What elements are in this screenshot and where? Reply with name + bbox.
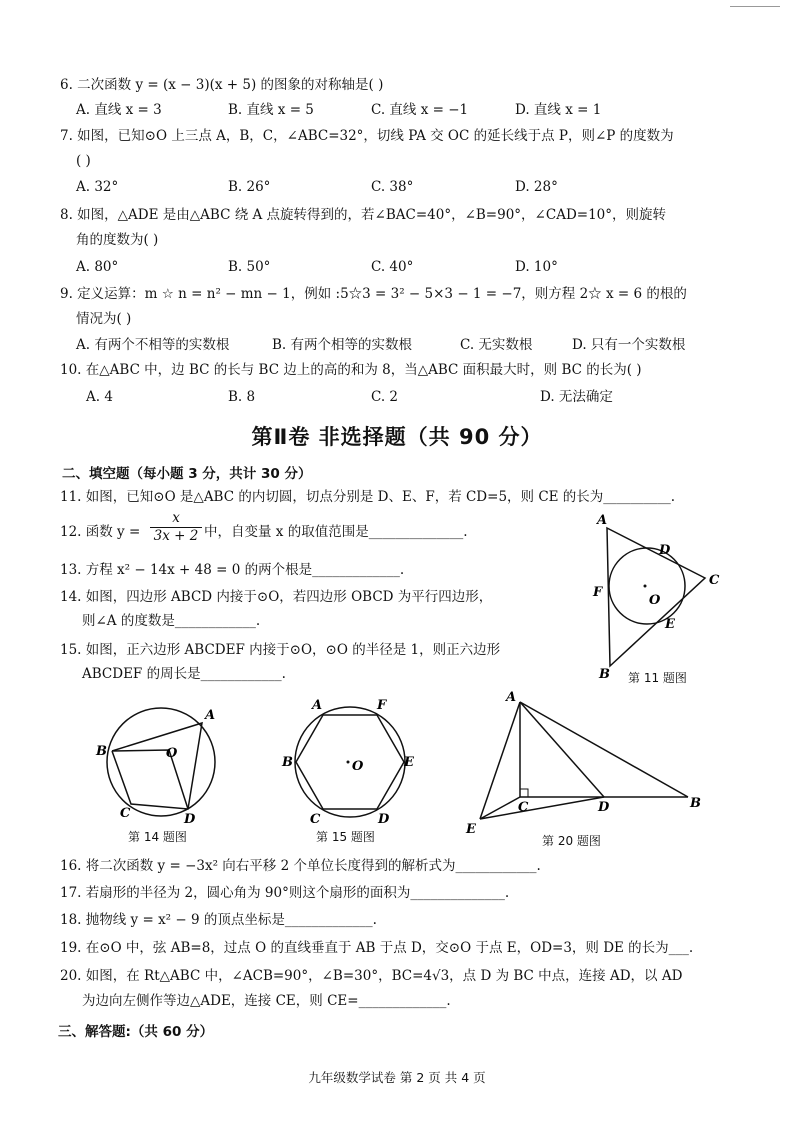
fig20-label-a: A xyxy=(506,690,517,705)
question-15-line1: 15. 如图，正六边形 ABCDEF 内接于⊙O，⊙O 的半径是 1，则正六边形 xyxy=(60,642,501,658)
q9-option-c: C. 无实数根 xyxy=(460,337,533,353)
fig14-caption: 第 14 题图 xyxy=(128,830,187,844)
question-20-line2: 为边向左侧作等边△ADE，连接 CE，则 CE=_____________. xyxy=(82,993,451,1009)
question-8: 8. 如图，△ADE 是由△ABC 绕 A 点旋转得到的，若∠BAC=40°，∠B=90°，∠CAD=10°，则旋转 xyxy=(60,207,667,223)
question-13: 13. 方程 x² − 14x + 48 = 0 的两个根是_____________. xyxy=(60,562,405,578)
fig20-label-b: B xyxy=(690,796,701,811)
question-10: 10. 在△ABC 中，边 BC 的长与 BC 边上的高的和为 8，当△ABC 面积最大时，则 BC 的长为( ) xyxy=(60,362,642,378)
question-7-cont: ( ) xyxy=(76,153,91,169)
fig15-label-a: A xyxy=(312,698,323,713)
q12-fraction xyxy=(150,510,202,545)
q7-option-c: C. 38° xyxy=(371,179,414,195)
fig11-label-d: D xyxy=(659,543,671,558)
fig20-label-d: D xyxy=(598,800,610,815)
fig20-ad xyxy=(520,702,604,797)
fig14-label-c: C xyxy=(120,806,131,821)
fig20-ae xyxy=(480,702,520,819)
question-15-line2: ABCDEF 的周长是____________. xyxy=(82,666,286,682)
scan-mark xyxy=(730,6,780,7)
figure-11 xyxy=(585,508,725,683)
question-7: 7. 如图，已知⊙O 上三点 A，B，C，∠ABC=32°，切线 PA 交 OC 的延长线于点 P，则∠P 的度数为 xyxy=(60,128,674,144)
fig11-label-f: F xyxy=(593,585,603,600)
fig20-caption: 第 20 题图 xyxy=(542,834,601,848)
figure-20 xyxy=(458,685,718,840)
fig14-label-a: A xyxy=(205,708,216,723)
q6-option-d: D. 直线 x = 1 xyxy=(515,102,602,118)
question-6: 6. 二次函数 y = (x − 3)(x + 5) 的图象的对称轴是( ) xyxy=(60,77,384,93)
question-16: 16. 将二次函数 y = −3x² 向右平移 2 个单位长度得到的解析式为____________. xyxy=(60,858,541,874)
q10-option-b: B. 8 xyxy=(228,389,256,405)
fig20-ab xyxy=(520,702,688,797)
question-8-cont: 角的度数为( ) xyxy=(76,232,159,248)
q7-option-a: A. 32° xyxy=(76,179,119,195)
fig15-circle xyxy=(295,707,405,817)
fig15-label-c: C xyxy=(310,812,321,827)
fig11-caption: 第 11 题图 xyxy=(628,671,687,685)
q12-denominator: 3x + 2 xyxy=(150,527,202,545)
figure-15 xyxy=(278,695,423,830)
section-3-heading: 三、解答题:（共 60 分） xyxy=(58,1024,214,1040)
q10-option-a: A. 4 xyxy=(86,389,113,405)
page-footer: 九年级数学试卷 第 2 页 共 4 页 xyxy=(308,1070,486,1085)
fig11-label-c: C xyxy=(709,573,720,588)
q10-option-c: C. 2 xyxy=(371,389,399,405)
question-12-suffix: 中，自变量 x 的取值范围是______________. xyxy=(204,524,468,540)
fig11-label-b: B xyxy=(599,667,610,682)
q8-option-b: B. 50° xyxy=(228,259,271,275)
q10-option-d: D. 无法确定 xyxy=(540,389,613,405)
q8-option-d: D. 10° xyxy=(515,259,558,275)
fig11-label-a: A xyxy=(597,513,608,528)
question-20-line1: 20. 如图，在 Rt△ABC 中，∠ACB=90°，∠B=30°，BC=4√3，点 D 为 BC 中点，连接 AD，以 AD xyxy=(60,968,683,984)
question-18: 18. 抛物线 y = x² − 9 的顶点坐标是_____________. xyxy=(60,912,377,928)
fig15-hexagon xyxy=(296,715,404,809)
question-14-line1: 14. 如图，四边形 ABCD 内接于⊙O，若四边形 OBCD 为平行四边形， xyxy=(60,589,493,605)
question-9-cont: 情况为( ) xyxy=(76,311,132,327)
q9-option-a: A. 有两个不相等的实数根 xyxy=(76,337,230,353)
part2-title: 第Ⅱ卷 非选择题（共 90 分） xyxy=(251,425,543,449)
fig14-label-o: O xyxy=(166,746,178,761)
fig11-label-o: O xyxy=(649,593,661,608)
q9-option-d: D. 只有一个实数根 xyxy=(572,337,686,353)
question-9: 9. 定义运算：m ☆ n = n² − mn − 1，例如 :5☆3 = 3² − 5×3 − 1 = −7，则方程 2☆ x = 6 的根的 xyxy=(60,286,687,302)
question-17: 17. 若扇形的半径为 2，圆心角为 90°则这个扇形的面积为______________. xyxy=(60,885,510,901)
fig11-center xyxy=(644,585,647,588)
fig15-caption: 第 15 题图 xyxy=(316,830,375,844)
fig20-right-angle xyxy=(520,789,528,797)
fig20-label-e: E xyxy=(466,822,476,837)
fig15-label-d: D xyxy=(378,812,390,827)
figure-14 xyxy=(90,695,235,830)
fig15-center xyxy=(347,761,350,764)
fig15-label-b: B xyxy=(282,755,293,770)
q12-numerator: x xyxy=(172,510,180,526)
question-11: 11. 如图，已知⊙O 是△ABC 的内切圆，切点分别是 D、E、F，若 CD=5，则 CE 的长为__________. xyxy=(60,489,676,505)
fig15-label-e: E xyxy=(404,755,414,770)
question-14-line2: 则∠A 的度数是____________. xyxy=(82,613,261,629)
question-19: 19. 在⊙O 中，弦 AB=8，过点 O 的直线垂直于 AB 于点 D，交⊙O 于点 E，OD=3，则 DE 的长为___. xyxy=(60,940,694,956)
fig15-label-o: O xyxy=(352,759,364,774)
q8-option-a: A. 80° xyxy=(76,259,119,275)
q7-option-d: D. 28° xyxy=(515,179,558,195)
q6-option-c: C. 直线 x = −1 xyxy=(371,102,469,118)
fig14-label-b: B xyxy=(96,744,107,759)
fig11-incircle xyxy=(609,548,685,624)
fig14-quadrilateral xyxy=(112,723,202,809)
q6-option-b: B. 直线 x = 5 xyxy=(228,102,314,118)
fig15-label-f: F xyxy=(377,698,387,713)
q8-option-c: C. 40° xyxy=(371,259,414,275)
q7-option-b: B. 26° xyxy=(228,179,271,195)
fig20-label-c: C xyxy=(518,800,529,815)
fig14-label-d: D xyxy=(184,812,196,827)
section-2-heading: 二、填空题（每小题 3 分，共计 30 分） xyxy=(62,466,312,482)
q9-option-b: B. 有两个相等的实数根 xyxy=(272,337,413,353)
fig11-label-e: E xyxy=(665,617,675,632)
question-12-prefix: 12. 函数 y = xyxy=(60,524,141,540)
q6-option-a: A. 直线 x = 3 xyxy=(76,102,162,118)
